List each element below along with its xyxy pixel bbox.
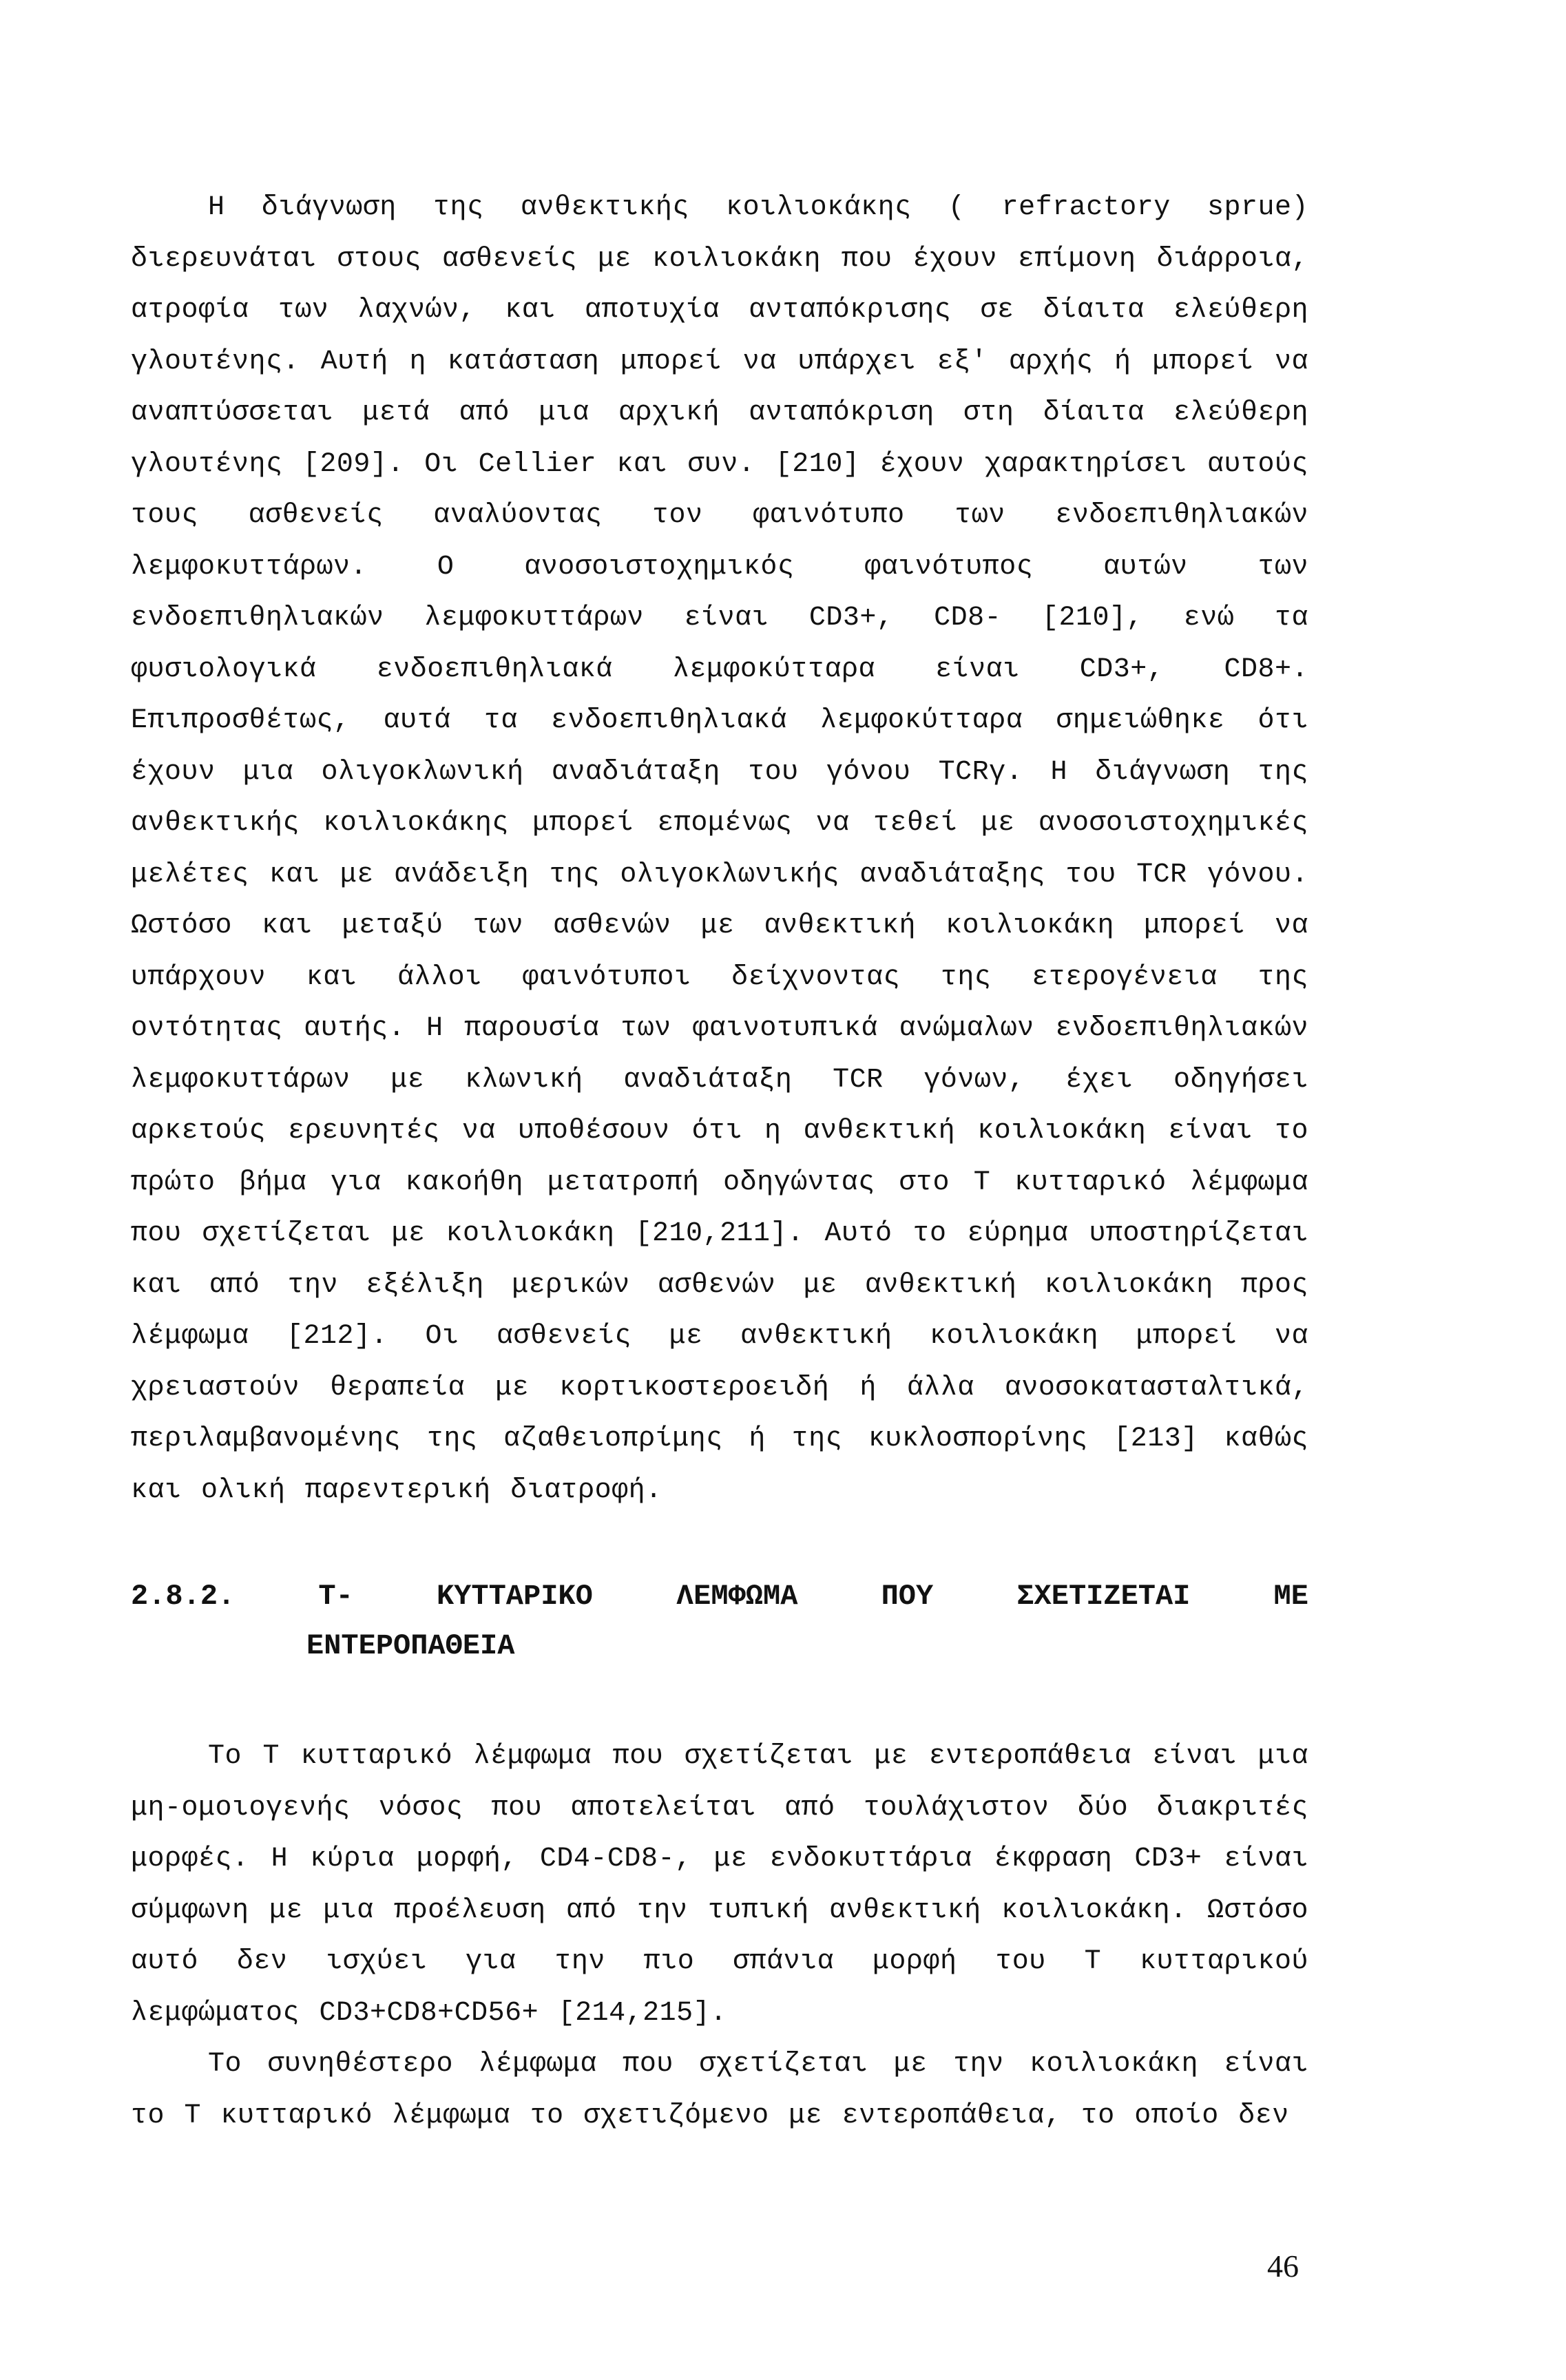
heading-word-3: ΛΕΜΦΩΜΑ (676, 1580, 798, 1613)
paragraph-eatl-common: Το συνηθέστερο λέμφωμα που σχετίζεται με την κοιλιοκάκη είναι το Τ κυτταρικό λέμφωμα το σχετιζόμενο με εντεροπάθεια, το οποίο δεν (131, 2049, 1308, 2131)
heading-word-4: ΠΟΥ (881, 1580, 934, 1613)
page-number: 46 (1267, 2248, 1299, 2284)
heading-word-1: Τ- (318, 1580, 353, 1613)
section-heading-line-1 (131, 1572, 1308, 1621)
section-heading (131, 1572, 1308, 1671)
document-page (131, 0, 1308, 2380)
heading-word-5: ΣΧΕΤΙΖΕΤΑΙ (1016, 1580, 1191, 1613)
paragraph-refractory-sprue: Η διάγνωση της ανθεκτικής κοιλιοκάκης ( refractory sprue) διερευνάται στους ασθενείς με κοιλιοκάκη που έχουν επίμονη διάρροια, ατροφία των λαχνών, και αποτυχία ανταπόκρισης σε δίαιτα ελεύθερη γλουτένης. Αυτή η κατάσταση μπορεί να υπάρχει εξ' αρχής ή μπορεί να αναπτύσσεται μετά από μια αρχική ανταπόκριση στη δίαιτα ελεύθερη γλουτένης [209]. Οι Cellier και συν. [210] έχουν χαρακτηρίσει αυτούς τους ασθενείς αναλύοντας τον φαινότυπο των ενδοεπιθηλιακών λεμφοκυττάρων. Ο ανοσοιστοχημικός φαινότυπος αυτών των ενδοεπιθηλιακών λεμφοκυττάρων είναι CD3+, CD8- [210], ενώ τα φυσιολογικά ενδοεπιθηλιακά λεμφοκύτταρα είναι CD3+, CD8+. Επιπροσθέτως, αυτά τα ενδοεπιθηλιακά λεμφοκύτταρα σημειώθηκε ότι έχουν μια ολιγοκλωνική αναδιάταξη του γόνου TCRγ. Η διάγνωση της ανθεκτικής κοιλιοκάκης μπορεί επομένως να τεθεί με ανοσοιστοχημικές μελέτες και με ανάδειξη της ολιγοκλωνικής αναδιάταξης του TCR γόνου. Ωστόσο και μεταξύ των ασθενών με ανθεκτική κοιλιοκάκη μπορεί να υπάρχουν και άλλοι φαινότυποι δείχνοντας της ετερογένεια της οντότητας αυτής. Η παρουσία των φαινοτυπικά ανώμαλων ενδοεπιθηλιακών λεμφοκυττάρων με κλωνική αναδιάταξη TCR γόνων, έχει οδηγήσει αρκετούς ερευνητές να υποθέσουν ότι η ανθεκτική κοιλιοκάκη είναι το πρώτο βήμα για κακοήθη μετατροπή οδηγώντας στο Τ κυτταρικό λέμφωμα που σχετίζεται με κοιλιοκάκη [210,211]. Αυτό το εύρημα υποστηρίζεται και από την εξέλιξη μερικών ασθενών με ανθεκτική κοιλιοκάκη προς λέμφωμα [212]. Οι ασθενείς με ανθεκτική κοιλιοκάκη μπορεί να χρειαστούν θεραπεία με κορτικοστεροειδή ή άλλα ανοσοκατασταλτικά, περιλαμβανομένης της αζαθειοπρίμης ή της κυκλοσπορίνης [213] καθώς και ολική παρεντερική διατροφή. (131, 192, 1308, 1506)
paragraph-eatl-forms: Το Τ κυτταρικό λέμφωμα που σχετίζεται με εντεροπάθεια είναι μια μη-ομοιογενής νόσος που αποτελείται από τουλάχιστον δύο διακριτές μορφές. Η κύρια μορφή, CD4-CD8-, με ενδοκυττάρια έκφραση CD3+ είναι σύμφωνη με μια προέλευση από την τυπική ανθεκτική κοιλιοκάκη. Ωστόσο αυτό δεν ισχύει για την πιο σπάνια μορφή του Τ κυτταρικού λεμφώματος CD3+CD8+CD56+ [214,215]. (131, 1741, 1308, 2029)
heading-word-6: ΜΕ (1273, 1580, 1308, 1613)
section-number: 2.8.2. (131, 1580, 236, 1613)
heading-word-2: ΚΥΤΤΑΡΙΚΟ (436, 1580, 593, 1613)
section-heading-line-2: ΕΝΤΕΡΟΠΑΘΕΙΑ (306, 1629, 515, 1662)
